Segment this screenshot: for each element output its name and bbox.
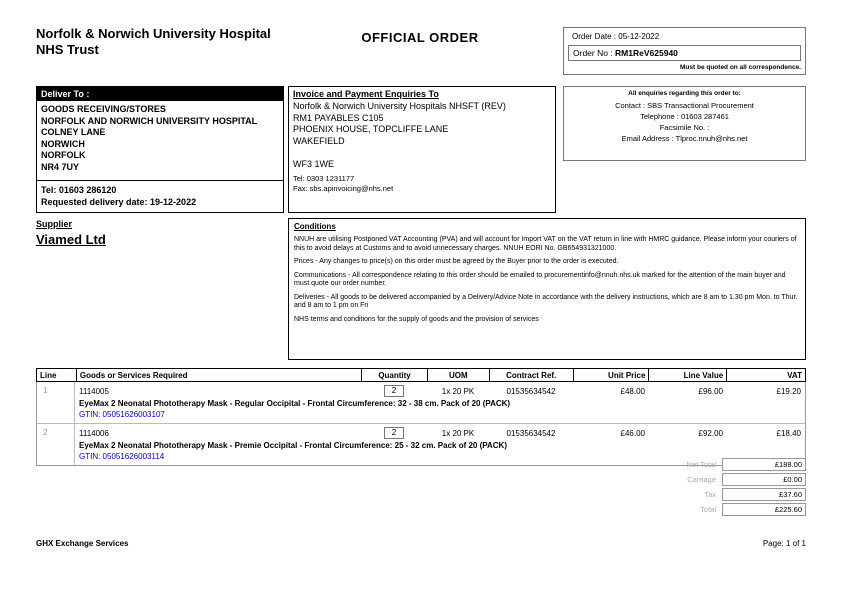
net-total-value: £188.00	[722, 458, 806, 471]
line-number: 1	[37, 382, 75, 423]
condition-paragraph: Prices - Any changes to price(s) on this order must be agreed by the Buyer prior to the order is executed.	[294, 258, 619, 265]
condition-paragraph: Communications - All correspondence relating to this order should be emailed to procurementinfo@nnuh.nhs.uk marked for the attention of the main buyer and must quote our order number.	[294, 271, 786, 287]
header-goods: Goods or Services Required	[77, 369, 362, 381]
invoice-address-line: WF3 1WE	[293, 158, 335, 169]
order-date-value: 05-12-2022	[618, 32, 660, 41]
enquiries-contact: Contact : SBS Transactional Procurement	[615, 101, 754, 110]
enquiries-email: Email Address : Tlproc.nnuh@nhs.net	[621, 134, 748, 143]
deliver-to-contact	[37, 180, 283, 212]
total-row	[566, 503, 806, 516]
table-row	[37, 382, 805, 424]
table-body	[36, 382, 806, 466]
total-row	[566, 488, 806, 501]
invoice-address-line: RM1 PAYABLES C105	[293, 112, 384, 123]
invoice-enquiries-box	[288, 86, 556, 213]
vat-value: £19.20	[776, 386, 801, 396]
tax-value: £37.60	[722, 488, 806, 501]
order-number-value: RM1ReV625940	[615, 48, 678, 58]
enquiries-telephone: Telephone : 01603 287461	[640, 112, 729, 121]
order-date-label: Order Date :	[572, 32, 619, 41]
deliver-to-tel: Tel: 01603 286120	[41, 185, 117, 195]
totals-section	[566, 458, 806, 518]
condition-paragraph: Deliveries - All goods to be delivered accompanied by a Delivery/Advice Note in accordance with the delivery instructions, which are 8 am to 1.30 pm Mon. to Thur. and 8 am to 1 pm on Fri	[294, 293, 798, 309]
order-date	[568, 31, 801, 42]
grand-total-value: £225.60	[722, 503, 806, 516]
net-total-label: Net Total	[686, 460, 716, 469]
total-row	[566, 473, 806, 486]
header-unit-price: Unit Price	[574, 369, 650, 381]
uom-value: 1x 20 PK	[441, 386, 475, 396]
order-number-label: Order No :	[573, 48, 616, 58]
header-quantity: Quantity	[362, 369, 428, 381]
header-line: Line	[37, 369, 77, 381]
item-gtin: GTIN: 05051626003107	[79, 410, 165, 419]
header-uom: UOM	[428, 369, 490, 381]
header-line-value: Line Value	[649, 369, 727, 381]
conditions-title: Conditions	[294, 222, 336, 231]
supplier-name: Viamed Ltd	[36, 232, 106, 247]
tax-label: Tax	[704, 490, 716, 499]
footer-service-name: GHX Exchange Services	[36, 539, 129, 548]
order-info-box	[563, 27, 806, 75]
condition-paragraph: NHS terms and conditions for the supply of goods and the provision of services	[294, 315, 539, 323]
deliver-to-address	[37, 101, 283, 180]
address-line: GOODS RECEIVING/STORES	[41, 104, 166, 114]
unit-price-value: £48.00	[620, 386, 645, 396]
address-line: COLNEY LANE	[41, 127, 106, 137]
uom-value: 1x 20 PK	[441, 428, 475, 438]
line-value: £96.00	[698, 386, 723, 396]
carriage-value: £0.00	[722, 473, 806, 486]
page-number: Page: 1 of 1	[762, 539, 806, 548]
trust-name: Norfolk & Norwich University Hospital NHS Trust	[36, 26, 271, 57]
item-code: 1114006	[79, 428, 109, 438]
supplier-label: Supplier	[36, 219, 73, 229]
vat-value: £18.40	[776, 428, 801, 438]
contract-ref-value: 01535634542	[506, 428, 556, 438]
deliver-to-title: Deliver To :	[37, 87, 283, 101]
carriage-label: Carriage	[687, 475, 716, 484]
item-description: EyeMax 2 Neonatal Phototherapy Mask - Regular Occipital - Frontal Circumference: 32 - 38 cm. Pack of 20 (PACK)	[79, 399, 511, 408]
address-line: NORWICH	[41, 138, 85, 149]
invoice-address-line: WAKEFIELD	[293, 135, 345, 146]
row-content	[75, 382, 805, 423]
header-contract-ref: Contract Ref.	[490, 369, 574, 381]
header-vat: VAT	[787, 371, 802, 380]
order-number	[568, 45, 801, 61]
document-title: OFFICIAL ORDER	[361, 30, 479, 45]
invoice-tel: Tel: 0303 1231177	[293, 174, 355, 183]
invoice-address-line: Norfolk & Norwich University Hospitals NHSFT (REV)	[293, 101, 506, 111]
contract-ref-value: 01535634542	[506, 386, 556, 396]
order-items-table	[36, 368, 806, 466]
invoice-fax: Fax: sbs.apinvoicing@nhs.net	[293, 184, 394, 193]
deliver-to-box	[36, 86, 284, 213]
line-value: £92.00	[698, 428, 723, 438]
quantity-value: 2	[384, 385, 404, 397]
item-gtin: GTIN: 05051626003114	[79, 452, 165, 461]
invoice-enquiries-title: Invoice and Payment Enquiries To	[293, 89, 439, 99]
item-code: 1114005	[79, 386, 109, 396]
conditions-box	[288, 218, 806, 360]
grand-total-label: Total	[700, 505, 716, 514]
line-number: 2	[37, 424, 75, 465]
invoice-address-line	[293, 147, 551, 159]
unit-price-value: £46.00	[620, 428, 645, 438]
item-description: EyeMax 2 Neonatal Phototherapy Mask - Premie Occipital - Frontal Circumference: 25 - 32 cm. Pack of 20 (PACK)	[79, 441, 507, 450]
order-quote-note: Must be quoted on all correspondence.	[680, 64, 801, 71]
enquiries-facsimile: Facsimile No. :	[659, 123, 710, 132]
address-line: NORFOLK AND NORWICH UNIVERSITY HOSPITAL	[41, 115, 258, 126]
requested-delivery-date: Requested delivery date: 19-12-2022	[41, 197, 197, 207]
enquiries-title: All enquiries regarding this order to:	[628, 90, 741, 97]
address-line: NORFOLK	[41, 150, 86, 160]
invoice-address-line: PHOENIX HOUSE, TOPCLIFFE LANE	[293, 124, 449, 134]
total-row	[566, 458, 806, 471]
enquiries-box	[563, 86, 806, 161]
condition-paragraph: NNUH are utilising Postponed VAT Accounting (PVA) and will account for Import VAT on the VAT return in line with HMRC guidance. Please inform your couriers of this to avoid delays at Customs and to avoid unnecessary charges. NNUH EORI No. GB654931321000.	[294, 236, 797, 252]
quantity-value: 2	[384, 427, 404, 439]
address-line: NR4 7UY	[41, 161, 80, 172]
table-header-row	[36, 368, 806, 382]
